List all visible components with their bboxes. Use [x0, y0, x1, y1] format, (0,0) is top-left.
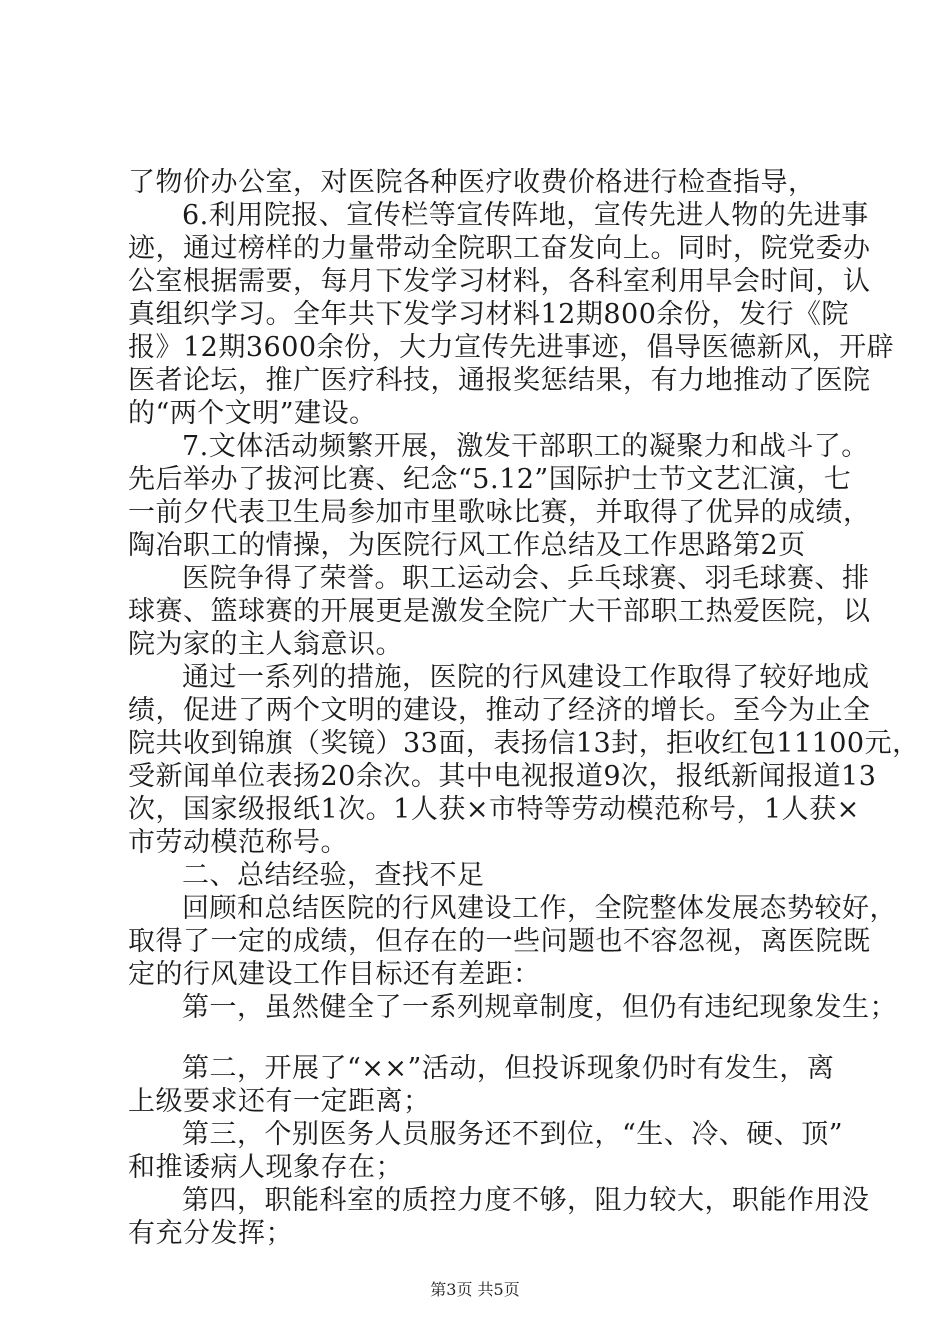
item-second: 第二，开展了“××”活动，但投诉现象仍时有发生，离 [182, 1053, 835, 1084]
text-line: 球赛、篮球赛的开展更是激发全院广大干部职工热爱医院，以 [128, 596, 871, 627]
section-heading: 二、总结经验，查找不足 [182, 860, 485, 891]
text-line: 报》12期3600余份，大力宣传先进事迹，倡导医德新风，开辟 [128, 332, 895, 363]
paragraph-start: 回顾和总结医院的行风建设工作，全院整体发展态势较好， [182, 893, 897, 924]
text-line: 有充分发挥； [128, 1218, 293, 1249]
text-line: 一前夕代表卫生局参加市里歌咏比赛，并取得了优异的成绩， [128, 497, 871, 528]
text-line: 上级要求还有一定距离； [128, 1086, 431, 1117]
text-line: 院为家的主人翁意识。 [128, 629, 403, 660]
text-line: 次，国家级报纸1次。1人获×市特等劳动模范称号，1人获× [128, 794, 860, 825]
text-line: 受新闻单位表扬20余次。其中电视报道9次，报纸新闻报道13 [128, 761, 877, 792]
item-first: 第一，虽然健全了一系列规章制度，但仍有违纪现象发生； [182, 992, 897, 1023]
paragraph-start: 医院争得了荣誉。职工运动会、乒乓球赛、羽毛球赛、排 [182, 563, 870, 594]
document-body [128, 166, 920, 1250]
text-line: 陶冶职工的情操，为医院行风工作总结及工作思路第2页 [128, 530, 806, 561]
text-line: 真组织学习。全年共下发学习材料12期800余份，发行《院 [128, 299, 849, 330]
text-line: 和推诿病人现象存在； [128, 1152, 403, 1183]
text-line: 医者论坛，推广医疗科技，通报奖惩结果，有力地推动了医院 [128, 365, 871, 396]
text-line: 了物价办公室，对医院各种医疗收费价格进行检查指导， [128, 167, 816, 198]
paragraph-start: 通过一系列的措施，医院的行风建设工作取得了较好地成 [182, 662, 870, 693]
text-line: 公室根据需要，每月下发学习材料，各科室利用早会时间，认 [128, 266, 871, 297]
text-line: 的“两个文明”建设。 [128, 398, 377, 429]
text-line: 绩，促进了两个文明的建设，推动了经济的增长。至今为止全 [128, 695, 871, 726]
text-line: 定的行风建设工作目标还有差距： [128, 959, 541, 990]
text-line: 市劳动模范称号。 [128, 827, 348, 858]
page-footer: 第3页 共5页 [430, 1280, 520, 1299]
text-line: 院共收到锦旗（奖镜）33面，表扬信13封，拒收红包11100元， [128, 728, 920, 759]
text-line: 迹，通过榜样的力量带动全院职工奋发向上。同时，院党委办 [128, 233, 871, 264]
item-fourth: 第四，职能科室的质控力度不够，阻力较大，职能作用没 [182, 1185, 870, 1216]
blank-line [128, 1024, 840, 1052]
text-line: 先后举办了拔河比赛、纪念“5.12”国际护士节文艺汇演，七 [128, 464, 852, 495]
item-third: 第三，个别医务人员服务还不到位，“生、冷、硬、顶” [182, 1119, 844, 1150]
paragraph-6-start: 6.利用院报、宣传栏等宣传阵地，宣传先进人物的先进事 [182, 200, 869, 231]
paragraph-7-start: 7.文体活动频繁开展，激发干部职工的凝聚力和战斗了。 [182, 431, 869, 462]
text-line: 取得了一定的成绩，但存在的一些问题也不容忽视，离医院既 [128, 926, 871, 957]
